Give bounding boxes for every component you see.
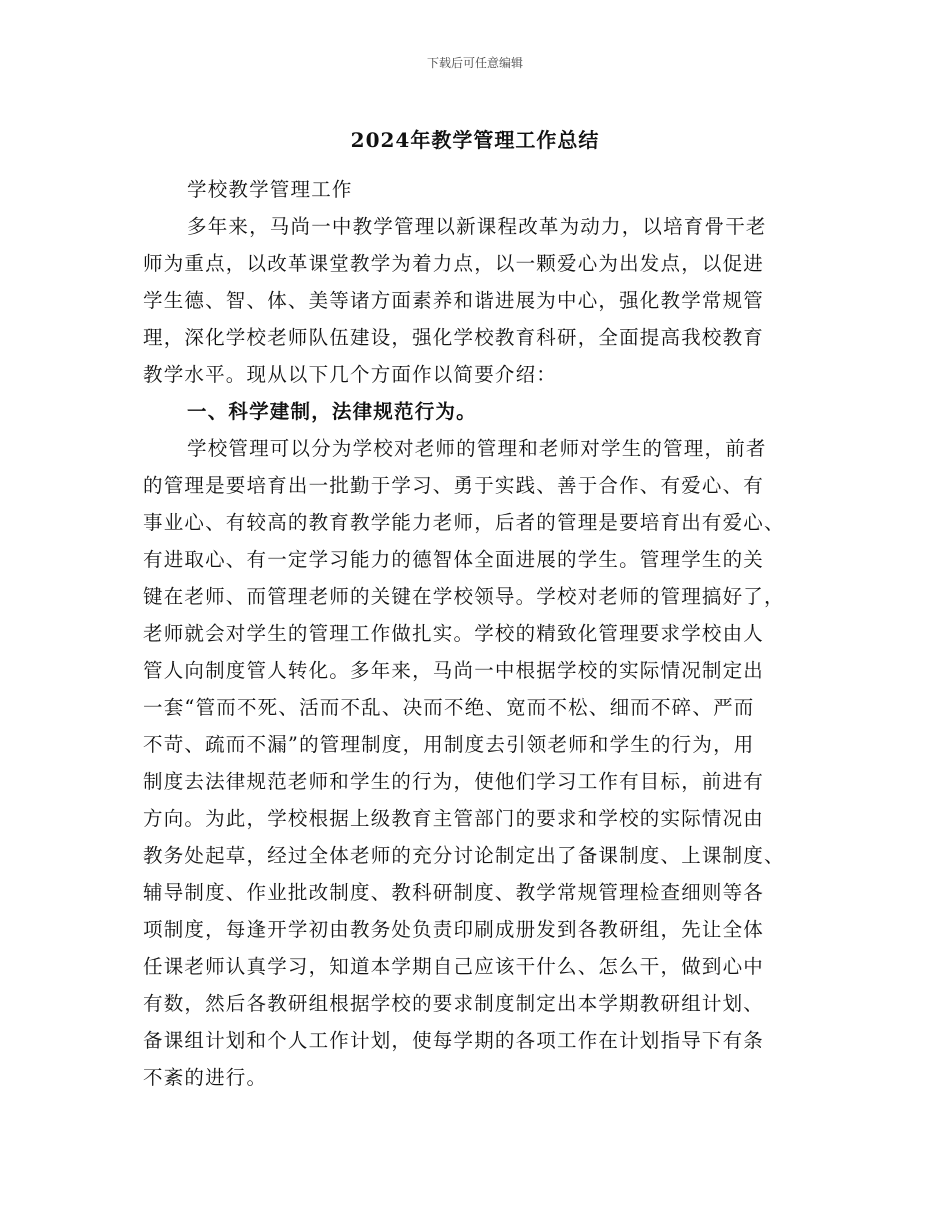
document-body (143, 171, 820, 1096)
paragraph-line: 多年来，马尚一中教学管理以新课程改革为动力，以培育骨干老 (187, 215, 767, 238)
paragraph-line: 师为重点，以改革课堂教学为着力点，以一颗爱心为出发点，以促进 (143, 252, 765, 275)
document-title: 2024年教学管理工作总结 (350, 128, 600, 152)
paragraph-line: 项制度，每逢开学初由教务处负责印刷成册发到各教研组，先让全体 (143, 918, 765, 941)
paragraph-line: 一套“管而不死、活而不乱、决而不绝、宽而不松、细而不碎、严而 (143, 696, 755, 719)
paragraph-line: 管人向制度管人转化。多年来，马尚一中根据学校的实际情况制定出 (143, 659, 765, 682)
paragraph-line: 事业心、有较高的教育教学能力老师，后者的管理是要培育出有爱心、 (143, 511, 785, 534)
paragraph-line: 任课老师认真学习，知道本学期自己应该干什么、怎么干，做到心中 (143, 955, 765, 978)
paragraph-line: 备课组计划和个人工作计划，使每学期的各项工作在计划指导下有条 (143, 1029, 765, 1052)
paragraph-line: 理，深化学校老师队伍建设，强化学校教育科研，全面提高我校教育 (143, 326, 765, 349)
paragraph-line: 辅导制度、作业批改制度、教科研制度、教学常规管理检查细则等各 (143, 881, 765, 904)
paragraph-line: 老师就会对学生的管理工作做扎实。学校的精致化管理要求学校由人 (143, 622, 765, 645)
page-header: 下载后可任意编辑 (426, 56, 523, 70)
paragraph-line: 教务处起草，经过全体老师的充分讨论制定出了备课制度、上课制度、 (143, 844, 785, 867)
subsection-heading: 一、科学建制，法律规范行为。 (187, 400, 477, 423)
paragraph-line: 不苛、疏而不漏”的管理制度，用制度去引领老师和学生的行为，用 (143, 733, 755, 756)
paragraph-line: 教学水平。现从以下几个方面作以简要介绍： (143, 363, 558, 386)
paragraph-line: 有进取心、有一定学习能力的德智体全面进展的学生。管理学生的关 (143, 548, 765, 571)
paragraph-line: 制度去法律规范老师和学生的行为，使他们学习工作有目标，前进有 (143, 770, 765, 793)
paragraph-line: 键在老师、而管理老师的关键在学校领导。学校对老师的管理搞好了， (143, 585, 785, 608)
paragraph-line: 有数，然后各教研组根据学校的要求制度制定出本学期教研组计划、 (143, 992, 765, 1015)
paragraph-line: 学生德、智、体、美等诸方面素养和谐进展为中心，强化教学常规管 (143, 289, 765, 312)
paragraph-line: 学校管理可以分为学校对老师的管理和老师对学生的管理，前者 (187, 437, 767, 460)
section-heading: 学校教学管理工作 (187, 178, 353, 201)
paragraph-line: 方向。为此，学校根据上级教育主管部门的要求和学校的实际情况由 (143, 807, 765, 830)
paragraph-line: 的管理是要培育出一批勤于学习、勇于实践、善于合作、有爱心、有 (143, 474, 765, 497)
paragraph-line: 不紊的进行。 (143, 1066, 268, 1089)
